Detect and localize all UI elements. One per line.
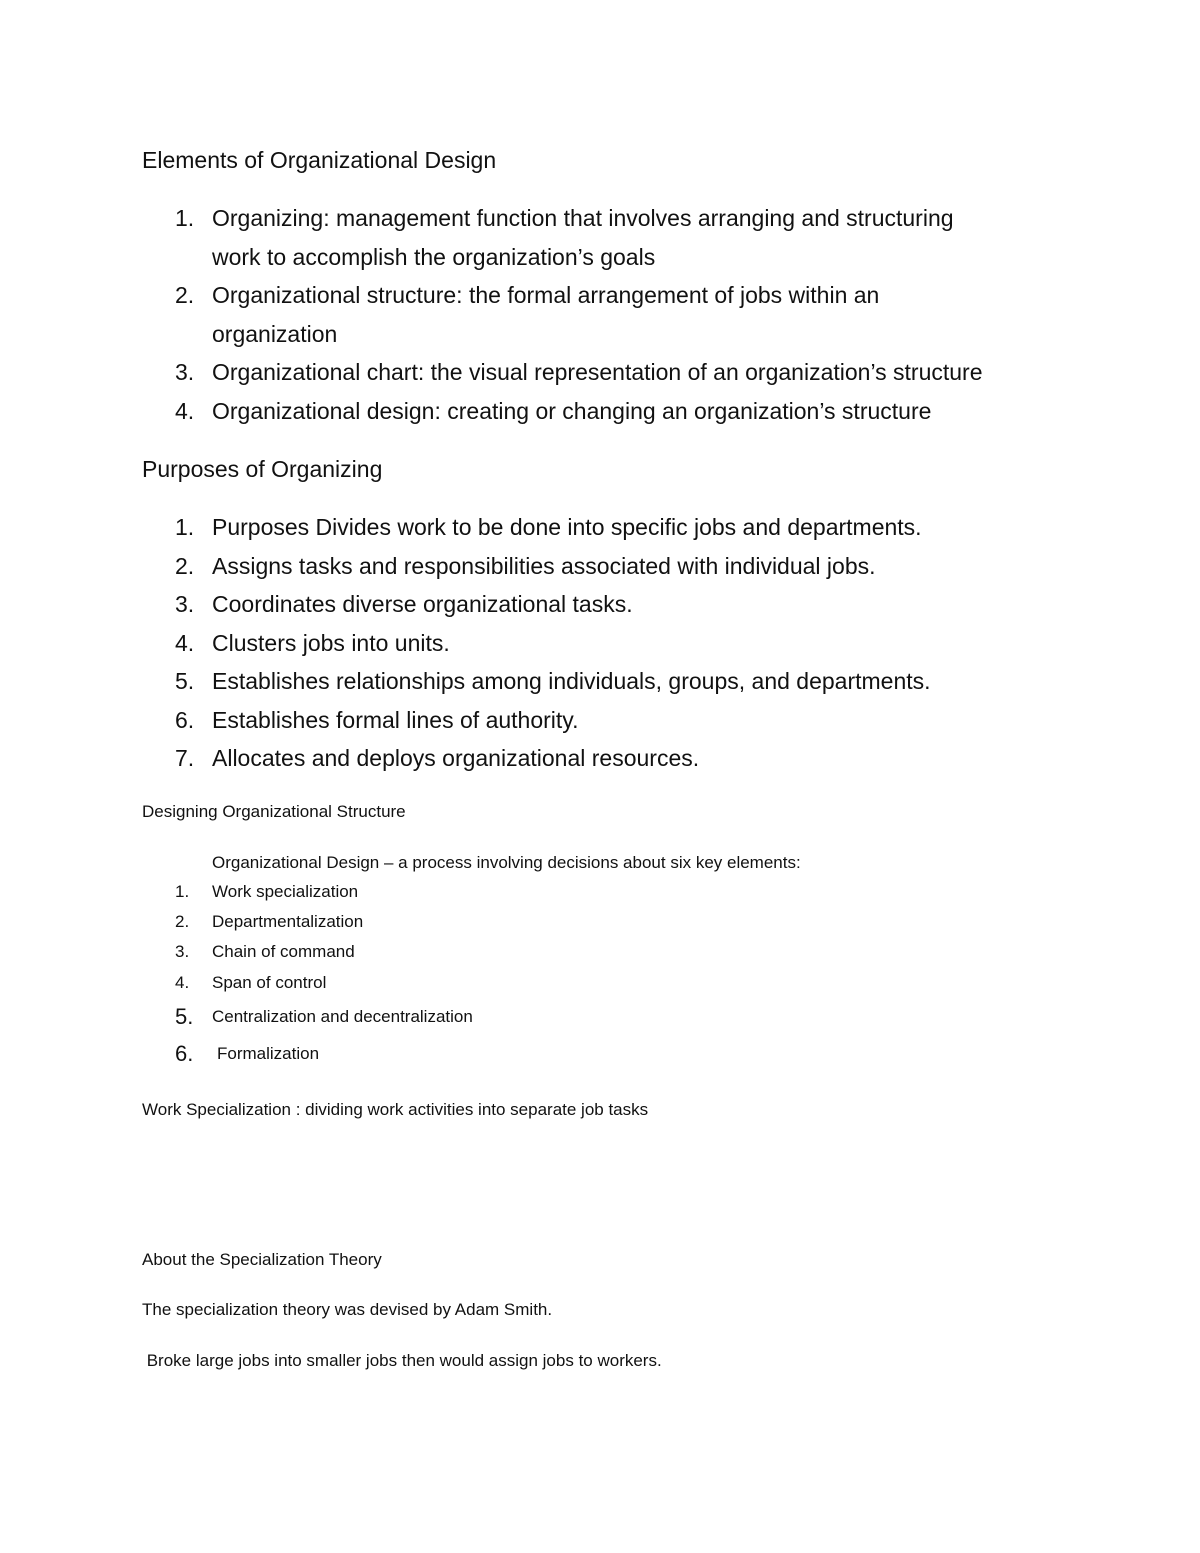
list-item — [142, 547, 931, 586]
list-item-text: Organizational design: creating or changing an organization’s structure — [212, 397, 932, 424]
list-item-text: Establishes formal lines of authority. — [212, 706, 579, 733]
list-item-text: Span of control — [212, 972, 327, 992]
list-item — [142, 508, 931, 547]
list-number: 5. — [175, 1003, 194, 1029]
elements-list — [142, 199, 983, 430]
list-item — [142, 276, 983, 353]
list-item — [142, 968, 473, 998]
list-number: 5. — [175, 668, 195, 694]
list-number: 4. — [175, 397, 195, 424]
list-item-text: Allocates and deploys organizational resources. — [212, 745, 700, 771]
list-number: 2. — [175, 912, 190, 932]
list-item-text-continued: work to accomplish the organization’s goals — [212, 243, 656, 270]
organizational-design-intro: Organizational Design – a process involving decisions about six key elements: — [212, 853, 801, 872]
heading-elements-of-organizational-design: Elements of Organizational Design — [142, 147, 497, 173]
list-item-text: Assigns tasks and responsibilities associated with individual jobs. — [212, 552, 876, 579]
list-item-text: Work specialization — [212, 882, 359, 901]
list-item — [142, 662, 931, 701]
list-number: 4. — [175, 972, 190, 992]
list-item-text: Chain of command — [212, 942, 355, 962]
paragraph-broke-large-jobs: Broke large jobs into smaller jobs then would assign jobs to workers. — [142, 1351, 662, 1370]
six-key-elements-list — [142, 877, 473, 1072]
list-item — [142, 701, 931, 740]
list-number: 1. — [175, 882, 190, 901]
list-item — [142, 624, 931, 663]
list-item-text: Organizing: management function that involves arranging and structuring — [212, 205, 954, 231]
list-item — [142, 998, 473, 1035]
list-item — [142, 1035, 473, 1072]
work-specialization-definition: Work Specialization : dividing work activities into separate job tasks — [142, 1100, 649, 1119]
heading-about-specialization-theory: About the Specialization Theory — [142, 1250, 382, 1269]
heading-purposes-of-organizing: Purposes of Organizing — [142, 456, 383, 482]
list-number: 1. — [175, 514, 195, 540]
list-number: 1. — [175, 205, 195, 231]
list-number: 3. — [175, 942, 190, 962]
list-item-text: Formalization — [217, 1043, 320, 1063]
paragraph-adam-smith: The specialization theory was devised by Adam Smith. — [142, 1300, 553, 1319]
list-item — [142, 907, 473, 937]
list-item — [142, 585, 931, 624]
list-item-text: Departmentalization — [212, 912, 364, 932]
list-item-text: Organizational structure: the formal arrangement of jobs within an — [212, 282, 880, 308]
list-item-text: Organizational chart: the visual representation of an organization’s structure — [212, 359, 983, 385]
list-item — [142, 353, 983, 392]
list-item — [142, 392, 983, 431]
list-number: 3. — [175, 359, 195, 385]
list-number: 3. — [175, 591, 195, 617]
list-item-text: Purposes Divides work to be done into specific jobs and departments. — [212, 514, 922, 540]
list-item-text: Establishes relationships among individuals, groups, and departments. — [212, 668, 931, 694]
purposes-list — [142, 508, 931, 778]
list-item — [142, 739, 931, 778]
list-item — [142, 199, 983, 276]
list-number: 2. — [175, 552, 195, 579]
list-number: 4. — [175, 629, 195, 656]
list-item-text: Centralization and decentralization — [212, 1006, 473, 1026]
list-number: 6. — [175, 1040, 194, 1066]
heading-designing-organizational-structure: Designing Organizational Structure — [142, 802, 406, 821]
list-item-text: Coordinates diverse organizational tasks. — [212, 591, 633, 617]
list-item-text: Clusters jobs into units. — [212, 629, 450, 656]
list-number: 7. — [175, 745, 195, 771]
list-number: 2. — [175, 282, 195, 308]
list-item — [142, 877, 473, 907]
list-number: 6. — [175, 706, 195, 733]
list-item-text-continued: organization — [212, 320, 338, 347]
list-item — [142, 937, 473, 967]
